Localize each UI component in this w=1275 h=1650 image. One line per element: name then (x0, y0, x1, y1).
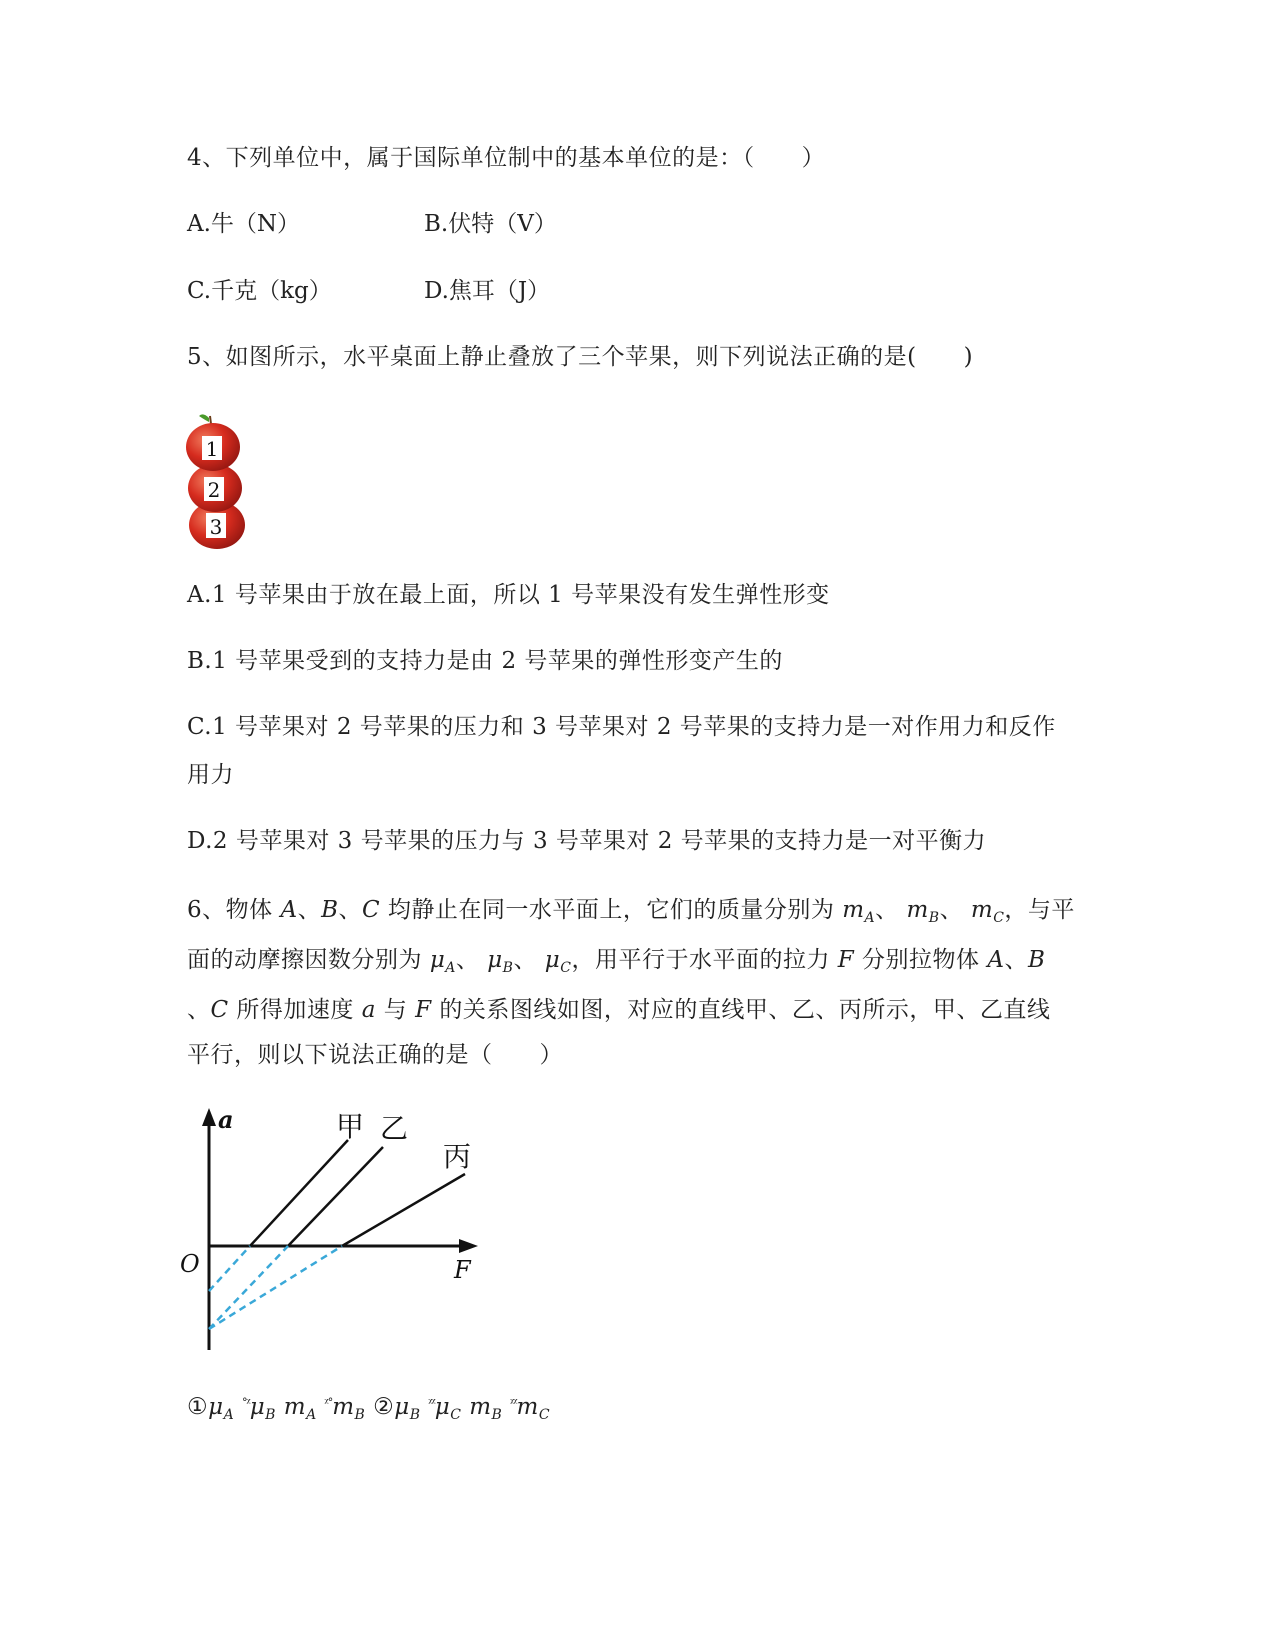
q6-statements: $①\mu_A$ $^{^\circ ᵡ}\mu_B$ $m_A$ $^{ᵡ^\circ}m_B$ $②\mu_B$ $^{ᵡᵡ}\mu_C$ $m_B$ $^{ᵡᵡ}m_C$ (187, 1394, 551, 1423)
line-jia (250, 1140, 348, 1246)
apple-2 (188, 464, 242, 512)
q5-option-c-cont: 用力 (187, 762, 234, 788)
origin-label: O (180, 1250, 200, 1278)
q4-stem: 4、下列单位中，属于国际单位制中的基本单位的是：（ ） (187, 145, 826, 171)
line-yi-label: 乙 (380, 1112, 409, 1145)
line-jia-label: 甲 (336, 1110, 365, 1143)
line-jia-extension (209, 1246, 250, 1291)
q6-line-1: 6、物体 A、B、C 均静止在同一水平面上，它们的质量分别为 $m_A$、 $m_B$、 $m_C$，与平 (187, 897, 1075, 926)
a-f-graph (180, 1100, 500, 1365)
q4-option-c: C.千克（kg） (187, 278, 332, 304)
x-axis-arrow-icon (459, 1239, 478, 1253)
apple-2-label: 2 (207, 478, 221, 502)
q4-option-a: A.牛（N） (187, 211, 301, 237)
apple-1-label: 1 (205, 437, 219, 461)
q6-line-4: 平行，则以下说法正确的是（ ） (187, 1042, 563, 1068)
y-axis-arrow-icon (202, 1108, 216, 1126)
y-axis-label: a (218, 1105, 234, 1134)
apple-1 (186, 414, 240, 471)
x-axis-label: F (454, 1256, 471, 1284)
q4-option-d: D.焦耳（J） (424, 278, 551, 304)
q4-option-b: B.伏特（V） (424, 211, 557, 237)
q6-line-3: 、C 所得加速度 a 与 F 的关系图线如图，对应的直线甲、乙、丙所示，甲、乙直线 (187, 997, 1051, 1023)
q5-option-b: B.1 号苹果受到的支持力是由 2 号苹果的弹性形变产生的 (187, 648, 783, 674)
q5-option-d: D.2 号苹果对 3 号苹果的压力与 3 号苹果对 2 号苹果的支持力是一对平衡力 (187, 828, 987, 854)
leaf-icon (199, 414, 209, 422)
apple-3-label: 3 (209, 515, 223, 539)
q6-line-2: 面的动摩擦因数分别为 $\mu_A$、 $\mu_B$、 $\mu_C$，用平行于水平面的拉力 F 分别拉物体 A、B (187, 947, 1046, 976)
line-bing-label: 丙 (443, 1140, 472, 1173)
q5-option-c: C.1 号苹果对 2 号苹果的压力和 3 号苹果对 2 号苹果的支持力是一对作用力和反作 (187, 714, 1056, 740)
apple-stack-figure (185, 410, 255, 560)
line-bing (342, 1174, 465, 1246)
q5-stem: 5、如图所示，水平桌面上静止叠放了三个苹果，则下列说法正确的是( ) (187, 344, 974, 370)
q5-option-a: A.1 号苹果由于放在最上面，所以 1 号苹果没有发生弹性形变 (187, 582, 830, 608)
